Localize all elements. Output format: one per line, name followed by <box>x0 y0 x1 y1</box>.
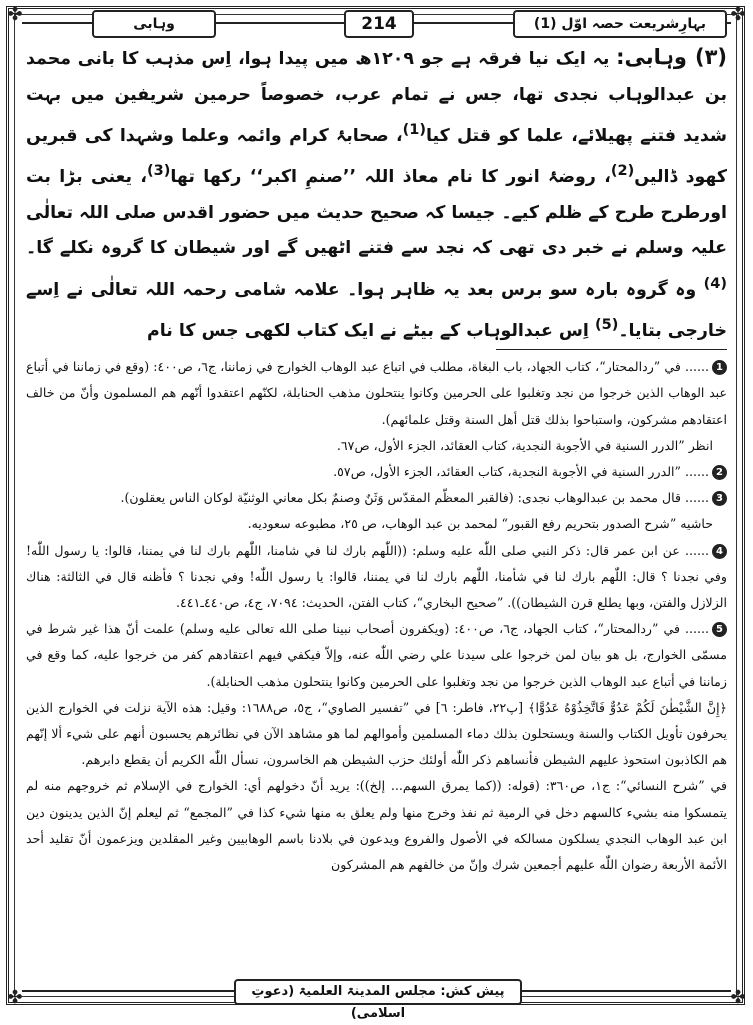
page-footer <box>22 979 731 1021</box>
paragraph-text: ، روضۂ انور کا نام معاذ اللہ ’’صنمِ اکبر‘‘ رکھا تھا <box>170 167 611 188</box>
footnote-text: ...... ”الدرر السنية في الأجوبة النجدية، كتاب العقائد، الجزء الأول، ص٥٧. <box>333 464 709 479</box>
footnote-number-badge: 5 <box>712 622 727 637</box>
paragraph-text: یہ ایک نیا فرقہ ہے جو ۱۲۰۹ھ میں پیدا ہوا، اِس مذہب کا بانی محمد بن عبدالوہاب نجدی تھا، جس نے تمام عرب، خصوصاً حرمین شریفین میں بہت شدید فتنے پھیلائے، علما کو قتل کیا <box>26 49 728 146</box>
footnote-text: ...... عن ابن عمر قال: ذكر النبي صلى اللّٰه عليه وسلم: ((اللّٰهم بارك لنا في شامنا، اللّٰهم بارك لنا في يمننا، قالوا: يا رسول اللّٰه! وفي نجدنا ؟ قال: اللّٰهم بارك لنا في شأمنا، اللّٰهم بارك لنا في يمننا، قالوا: يا رسول اللّٰه! وفي نجدنا ؟ فأظنه قال في الثالثة: هناك الزلازل والفتن، وبها يطلع قرن الشيطان)). ”صحيح البخاري“، كتاب الفتن، الحديث: ٧٠٩٤، ج٤، ص٤٤٠ـ٤٤١. <box>26 542 727 611</box>
footnote <box>26 354 727 433</box>
paragraph-text: اِس عبدالوہاب کے بیٹے نے ایک کتاب لکھی جس کا نام <box>147 320 595 341</box>
corner-ornament-icon: ✤ <box>730 987 746 1008</box>
publisher-credit: پیش کش: مجلس المدینۃ العلمیۃ (دعوتِ اسلامی) <box>234 979 522 1005</box>
footnote-number-badge: 3 <box>712 491 727 506</box>
footnote-ref[interactable]: (1) <box>402 122 426 138</box>
footnote <box>26 485 727 511</box>
footnote-ref[interactable]: (5) <box>594 316 619 333</box>
footnote-number-badge: 4 <box>712 544 727 559</box>
footnote-divider <box>496 349 727 350</box>
paragraph-text: ، صحابۂ کرام وائمہ وعلما وشہدا کی قبریں کھود ڈالیں <box>26 125 727 188</box>
footnote-continuation <box>26 695 727 774</box>
footnote-text: في ”شرح النسائي“: ج١، ص٣٦٠: (قوله: ((كما يمرق السهم... إلخ)): يريد أنّ دخولهم أي: الخوارج في الإسلام ثم خروجهم منه لم يتمسكوا منه بشيء كالسهم دخل في الرمية ثم نفذ وخرج منها ولم يعلق به منها شيء كذا في ”المجمع“ ثم ليعلم إنّ الذين يدينون دين ابن عبد الوهاب النجدي يسلكون مسالكه في الأصول والفروع ويدعون في بلادنا باسم الوهابيين وغير المقلدين ويزعمون أنّ تقليد أحد الأئمة الأربعة رضوان اللّٰه عليهم أجمعين شرك وإنّ من خالفهم هم المشركون <box>26 778 727 873</box>
footnote-continuation <box>26 511 727 537</box>
page-content <box>26 40 727 975</box>
main-paragraph <box>26 40 727 349</box>
footnote <box>26 459 727 485</box>
footnote-text: ...... قال محمد بن عبدالوهاب نجدى: (فالقبر المعظّم المقدّس وَثَنٌ وصنمٌ بكل معاني الوثنيّة لوكان الناس يعقلون). <box>120 490 709 506</box>
book-title: بہارِشریعت حصہ اوّل (1) <box>513 10 727 38</box>
paragraph-text: ، یعنی بڑا بت اورطرح طرح کے ظلم کیے۔ جیسا کہ صحیح حدیث میں حضور اقدس صلی اللہ تعالٰی علیہ وسلم نے خبر دی تھی کہ نجد سے فتنے اٹھیں گے اور شیطان کا گروہ نکلے گا۔ <box>26 167 727 259</box>
footnote-ref[interactable]: (4) <box>703 275 727 292</box>
corner-ornament-icon: ✤ <box>7 4 23 25</box>
footnote <box>26 616 727 695</box>
footnote-text: حاشيه ”شرح الصدور بتحريم رفع القبور“ لمحمد بن عبد الوهاب، ص ٢٥، مطبوعه سعوديه. <box>247 516 713 532</box>
corner-ornament-icon: ✤ <box>7 987 23 1008</box>
paragraph-text: وہ گروہ بارہ سو برس بعد یہ ظاہر ہوا۔ علامہ شامی رحمہ اللہ تعالٰی نے اِسے خارجی بتایا۔ <box>26 279 727 341</box>
footer-rule <box>522 990 731 992</box>
footnote-ref[interactable]: (2) <box>610 163 635 180</box>
section-title: وہابی <box>92 10 216 38</box>
footnote-text: ...... في ”ردالمحتار“، كتاب الجهاد، ج٦، ص٤٠٠: (ويكفرون أصحاب نبينا صلى الله تعالى عليه وسلم) علمت أنّ هذا غير شرط في مسمّى الخوارج، بل هو بيان لمن خرجوا على سيدنا علي رضي اللّٰه عنه، وإلاّ فيكفي فيهم اعتقادهم كفر من خرجوا عليه، كما وقع في زماننا في أتباع عبد الوهاب الذين خرجوا من نجد وتغلبوا على الحرمين وكانوا ينتحلون مذهب الحنابلة). <box>26 621 727 689</box>
page-number: 214 <box>344 10 414 38</box>
corner-ornament-icon: ✤ <box>730 4 746 25</box>
footnote-number-badge: 2 <box>712 465 727 480</box>
footnote-text: انظر ”الدرر السنية في الأجوبة النجدية، كتاب العقائد، الجزء الأول، ص٦٧. <box>336 437 713 453</box>
footnote-text: ...... في ”ردالمحتار“، كتاب الجهاد، باب البغاة، مطلب في اتباع عبد الوهاب الخوارج في زماننا، ج٦، ص٤٠٠: (وقع في زماننا في أتباع عبد الوهاب الذين خرجوا من نجد وتغلبوا على الحرمين وكانوا ينتحلون مذهب الحنابلة، لكنّهم اعتقدوا أنّهم هم المسلمون وأنّ من خالف اعتقادهم مشركون، واستباحوا بذلك قتل أهل السنة وقتل علمائهم). <box>26 359 727 427</box>
footnote-text: ﴿إِنَّ الشَّيْطٰنَ لَكُمْ عَدُوٌّ فَاتَّخِذُوْهُ عَدُوًّا﴾ [پ٢٢، فاطر: ٦] في ”تفسير الصاوي“، ج٥، ص١٦٨٨: وقيل: هذه الآية نزلت في الخوارج الذين يحرفون تأويل الكتاب والسنة ويستحلون بذلك دماء المسلمين وأموالهم لما هو مشاهد الآن في نظائرهم يحسبون أنهم على شيء ألا إنّهم هم الكاذبون استحوذ عليهم الشيطن فأنساهم ذكر اللّٰه أولئك حزب الشيطن هم الخاسرون، نسأل اللّٰه الكريم أن يقطع دابرهم. <box>26 699 727 768</box>
footnote-ref[interactable]: (3) <box>147 163 171 180</box>
footnote-continuation <box>26 433 727 459</box>
section-heading: (۳) وہابی: <box>616 45 727 69</box>
footnote-continuation <box>26 773 727 878</box>
footer-rule <box>22 990 234 992</box>
footnote-number-badge: 1 <box>712 360 727 375</box>
footnote <box>26 538 727 617</box>
page-header <box>22 10 731 36</box>
